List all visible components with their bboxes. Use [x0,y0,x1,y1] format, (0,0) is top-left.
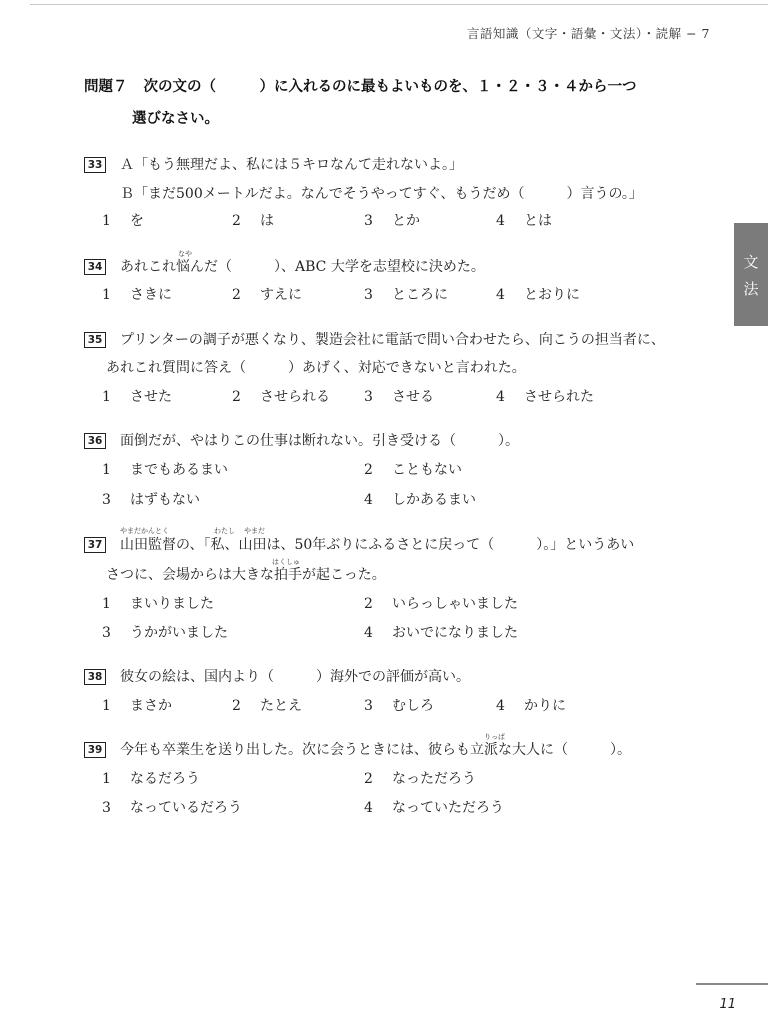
ruby-text: わたし [214,527,235,535]
option-1[interactable]: 1 までもあるまい [102,462,228,478]
option-2[interactable]: 2 すえに [232,287,302,303]
option-3[interactable]: 3 ところに [364,287,448,303]
option-3[interactable]: 3 はずもない [102,492,200,508]
option-4[interactable]: 4 かりに [496,698,566,714]
section-label: 問題７ [84,79,128,95]
side-tab-char: 文 [743,252,759,271]
option-2[interactable]: 2 たとえ [232,698,302,714]
option-1[interactable]: 1 さきに [102,287,172,303]
question-stem: Ａ「もう無理だよ、私には５キロなんて走れないよ。」 [120,157,463,173]
side-tab-grammar [734,223,768,326]
option-4[interactable]: 4 おいでになりました [364,625,518,641]
question-number-badge: 38 [84,669,106,685]
ruby-text: やまだかんとく [120,527,169,535]
ruby-text: はくしゅ [272,558,300,566]
section-title [84,79,704,127]
question-number-badge: 37 [84,537,106,553]
option-2[interactable]: 2 いらっしゃいました [364,596,518,612]
question-stem: 今年も卒業生を送り出した。次に会うときには、彼らも立派な大人に（ ）。 [120,742,631,758]
option-3[interactable]: 3 させる [364,389,434,405]
option-2[interactable]: 2 こともない [364,462,462,478]
question-number-badge: 39 [84,742,106,758]
question-number-badge: 35 [84,332,106,348]
option-1[interactable]: 1 なるだろう [102,771,200,787]
option-2[interactable]: 2 させられる [232,389,330,405]
option-3[interactable]: 3 うかがいました [102,625,228,641]
question-stem: Ｂ「まだ500メートルだよ。なんでそうやってすぐ、もうだめ（ ）言うの。」 [120,186,643,202]
question-stem: あれこれ悩んだ（ ）、ABC 大学を志望校に決めた。 [120,259,485,275]
page-number: 11 [719,997,736,1012]
top-rule [30,4,768,5]
option-4[interactable]: 4 しかあるまい [364,492,476,508]
ruby-text: なや [178,250,192,258]
question-number-badge: 34 [84,259,106,275]
ruby-text: やまだ [244,527,265,535]
page-header: 言語知識（文字・語彙・文法）・読解 − 7 [466,26,710,41]
side-tab-char: 法 [743,279,759,298]
question-number-badge: 36 [84,433,106,449]
option-4[interactable]: 4 なっていただろう [364,800,504,816]
section-instruction: 次の文の（ ）に入れるのに最もよいものを、１・２・３・４から一つ [143,79,637,95]
question-number-badge: 33 [84,157,106,173]
option-2[interactable]: 2 なっただろう [364,771,476,787]
question-stem: 山田監督の、「私、山田は、50年ぶりにふるさとに戻って（ ）。」というあい [120,537,635,553]
question-stem: 面倒だが、やはりこの仕事は断れない。引き受ける（ ）。 [120,433,519,449]
question-stem: プリンターの調子が悪くなり、製造会社に電話で問い合わせたら、向こうの担当者に、 [120,332,665,348]
option-1[interactable]: 1 まいりました [102,596,214,612]
option-4[interactable]: 4 とおりに [496,287,580,303]
question-stem-cont: あれこれ質問に答え（ ）あげく、対応できないと言われた。 [106,360,526,376]
option-3[interactable]: 3 むしろ [364,698,434,714]
ruby-text: りっぱ [484,733,505,741]
option-1[interactable]: 1 を [102,213,144,229]
option-2[interactable]: 2 は [232,213,274,229]
option-1[interactable]: 1 まさか [102,698,172,714]
section-instruction-cont: 選びなさい。 [132,111,219,127]
option-3[interactable]: 3 とか [364,213,420,229]
option-4[interactable]: 4 とは [496,213,552,229]
option-1[interactable]: 1 させた [102,389,172,405]
option-3[interactable]: 3 なっているだろう [102,800,242,816]
question-stem-cont: さつに、会場からは大きな拍手が起こった。 [106,567,386,583]
question-stem: 彼女の絵は、国内より（ ）海外での評価が高い。 [120,669,470,685]
option-4[interactable]: 4 させられた [496,389,594,405]
page-number-rule [696,983,768,985]
